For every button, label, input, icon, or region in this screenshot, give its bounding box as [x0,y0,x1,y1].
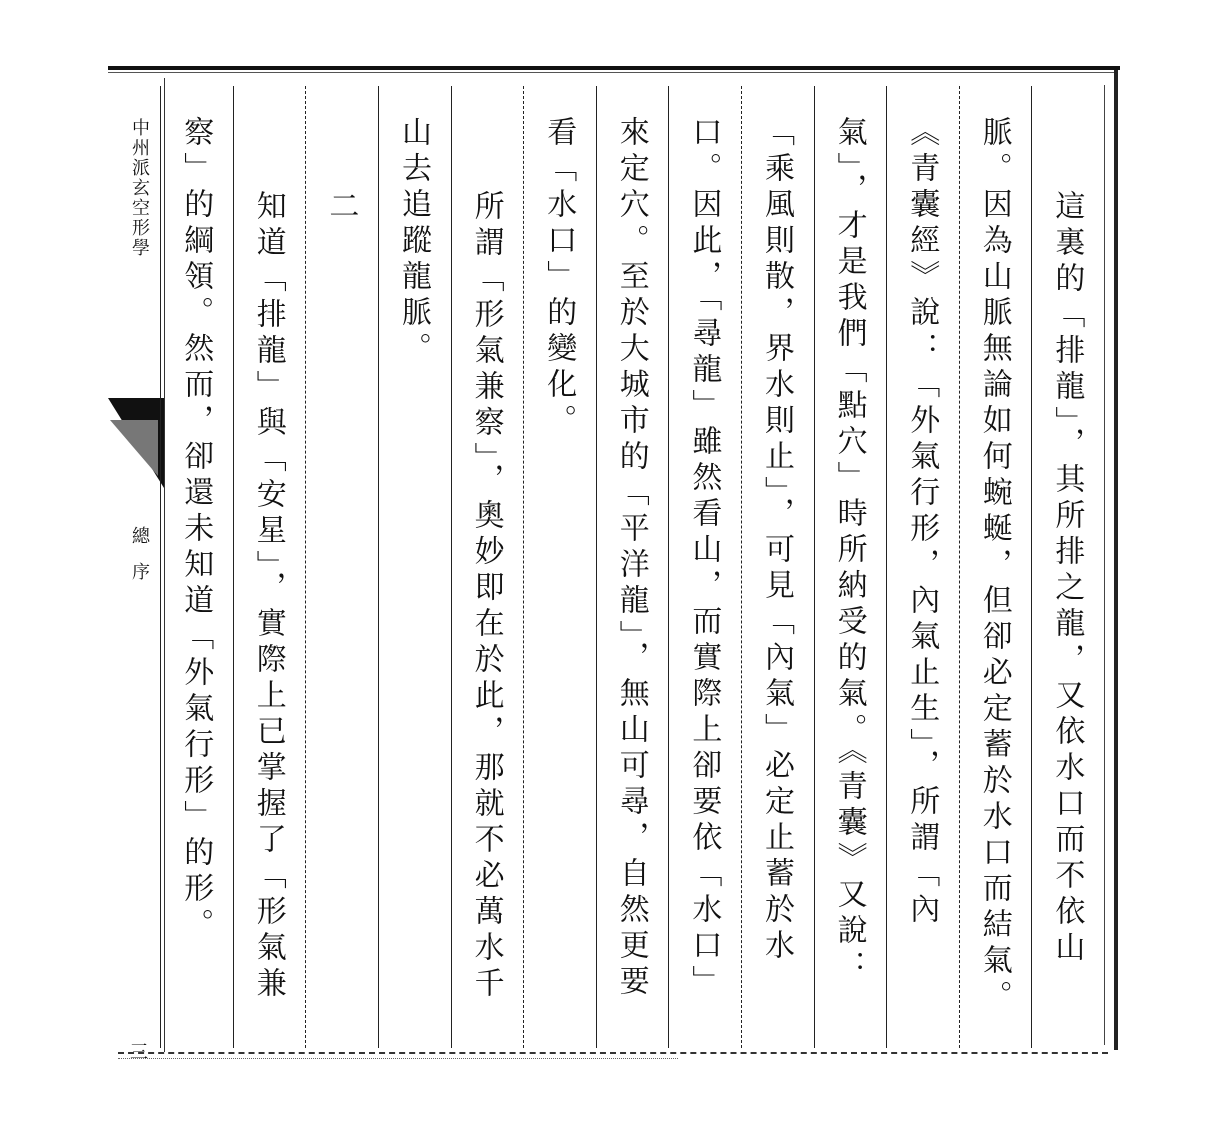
column-text: 這裏的「排龍」，其所排之龍，又依水口而不依山 [1049,190,1085,967]
right-border [1114,70,1118,1050]
text-column [814,86,887,1048]
page-sidebar [108,78,165,1063]
bottom-border-inner [118,1058,678,1059]
text-column [668,86,741,1048]
column-text: 察」的綱領。然而，卻還未知道「外氣行形」的形。 [178,116,214,944]
top-border [108,66,1120,70]
text-column [886,86,959,1048]
right-border-inner [1104,85,1105,1045]
text-column [305,86,378,1048]
top-border-inner [108,72,1114,73]
column-text: 知道「排龍」與「安星」，實際上已掌握了「形氣兼 [250,190,286,1003]
column-text: 山去追蹤龍脈。 [396,116,431,368]
text-column [741,86,814,1048]
section-label: 總序 [129,526,150,598]
text-column [451,86,524,1048]
column-text: 氣」，才是我們「點穴」時所納受的氣。《青囊》又說： [831,116,867,986]
text-column [378,86,451,1048]
column-text: 「乘風則散，界水則止」，可見「內氣」必定止蓄於水 [759,116,794,965]
column-text: 二 [323,190,359,226]
text-column [1031,86,1104,1048]
text-column [596,86,669,1048]
column-text: 所謂「形氣兼察」，奧妙即在於此，那就不必萬水千 [468,190,504,1003]
text-column [160,86,233,1048]
column-text: 來定穴。至於大城市的「平洋龍」，無山可尋，自然更要 [613,116,649,1001]
column-text: 口。因此，「尋龍」雖然看山，而實際上卻要依「水口」 [686,116,722,1001]
text-column [233,86,306,1048]
text-column [959,86,1032,1048]
column-text: 《青囊經》說：「外氣行形，內氣止生」，所謂「內 [904,116,940,929]
column-text: 脈。因為山脈無論如何蜿蜒，但卻必定蓄於水口而結氣。 [976,116,1012,1016]
text-column [523,86,596,1048]
bottom-border [118,1052,1108,1054]
section-tab-marker [108,398,164,488]
page-number: 三 [130,1042,148,1063]
column-text: 看「水口」的變化。 [541,116,577,440]
book-title: 中州派玄空形學 [129,118,150,258]
